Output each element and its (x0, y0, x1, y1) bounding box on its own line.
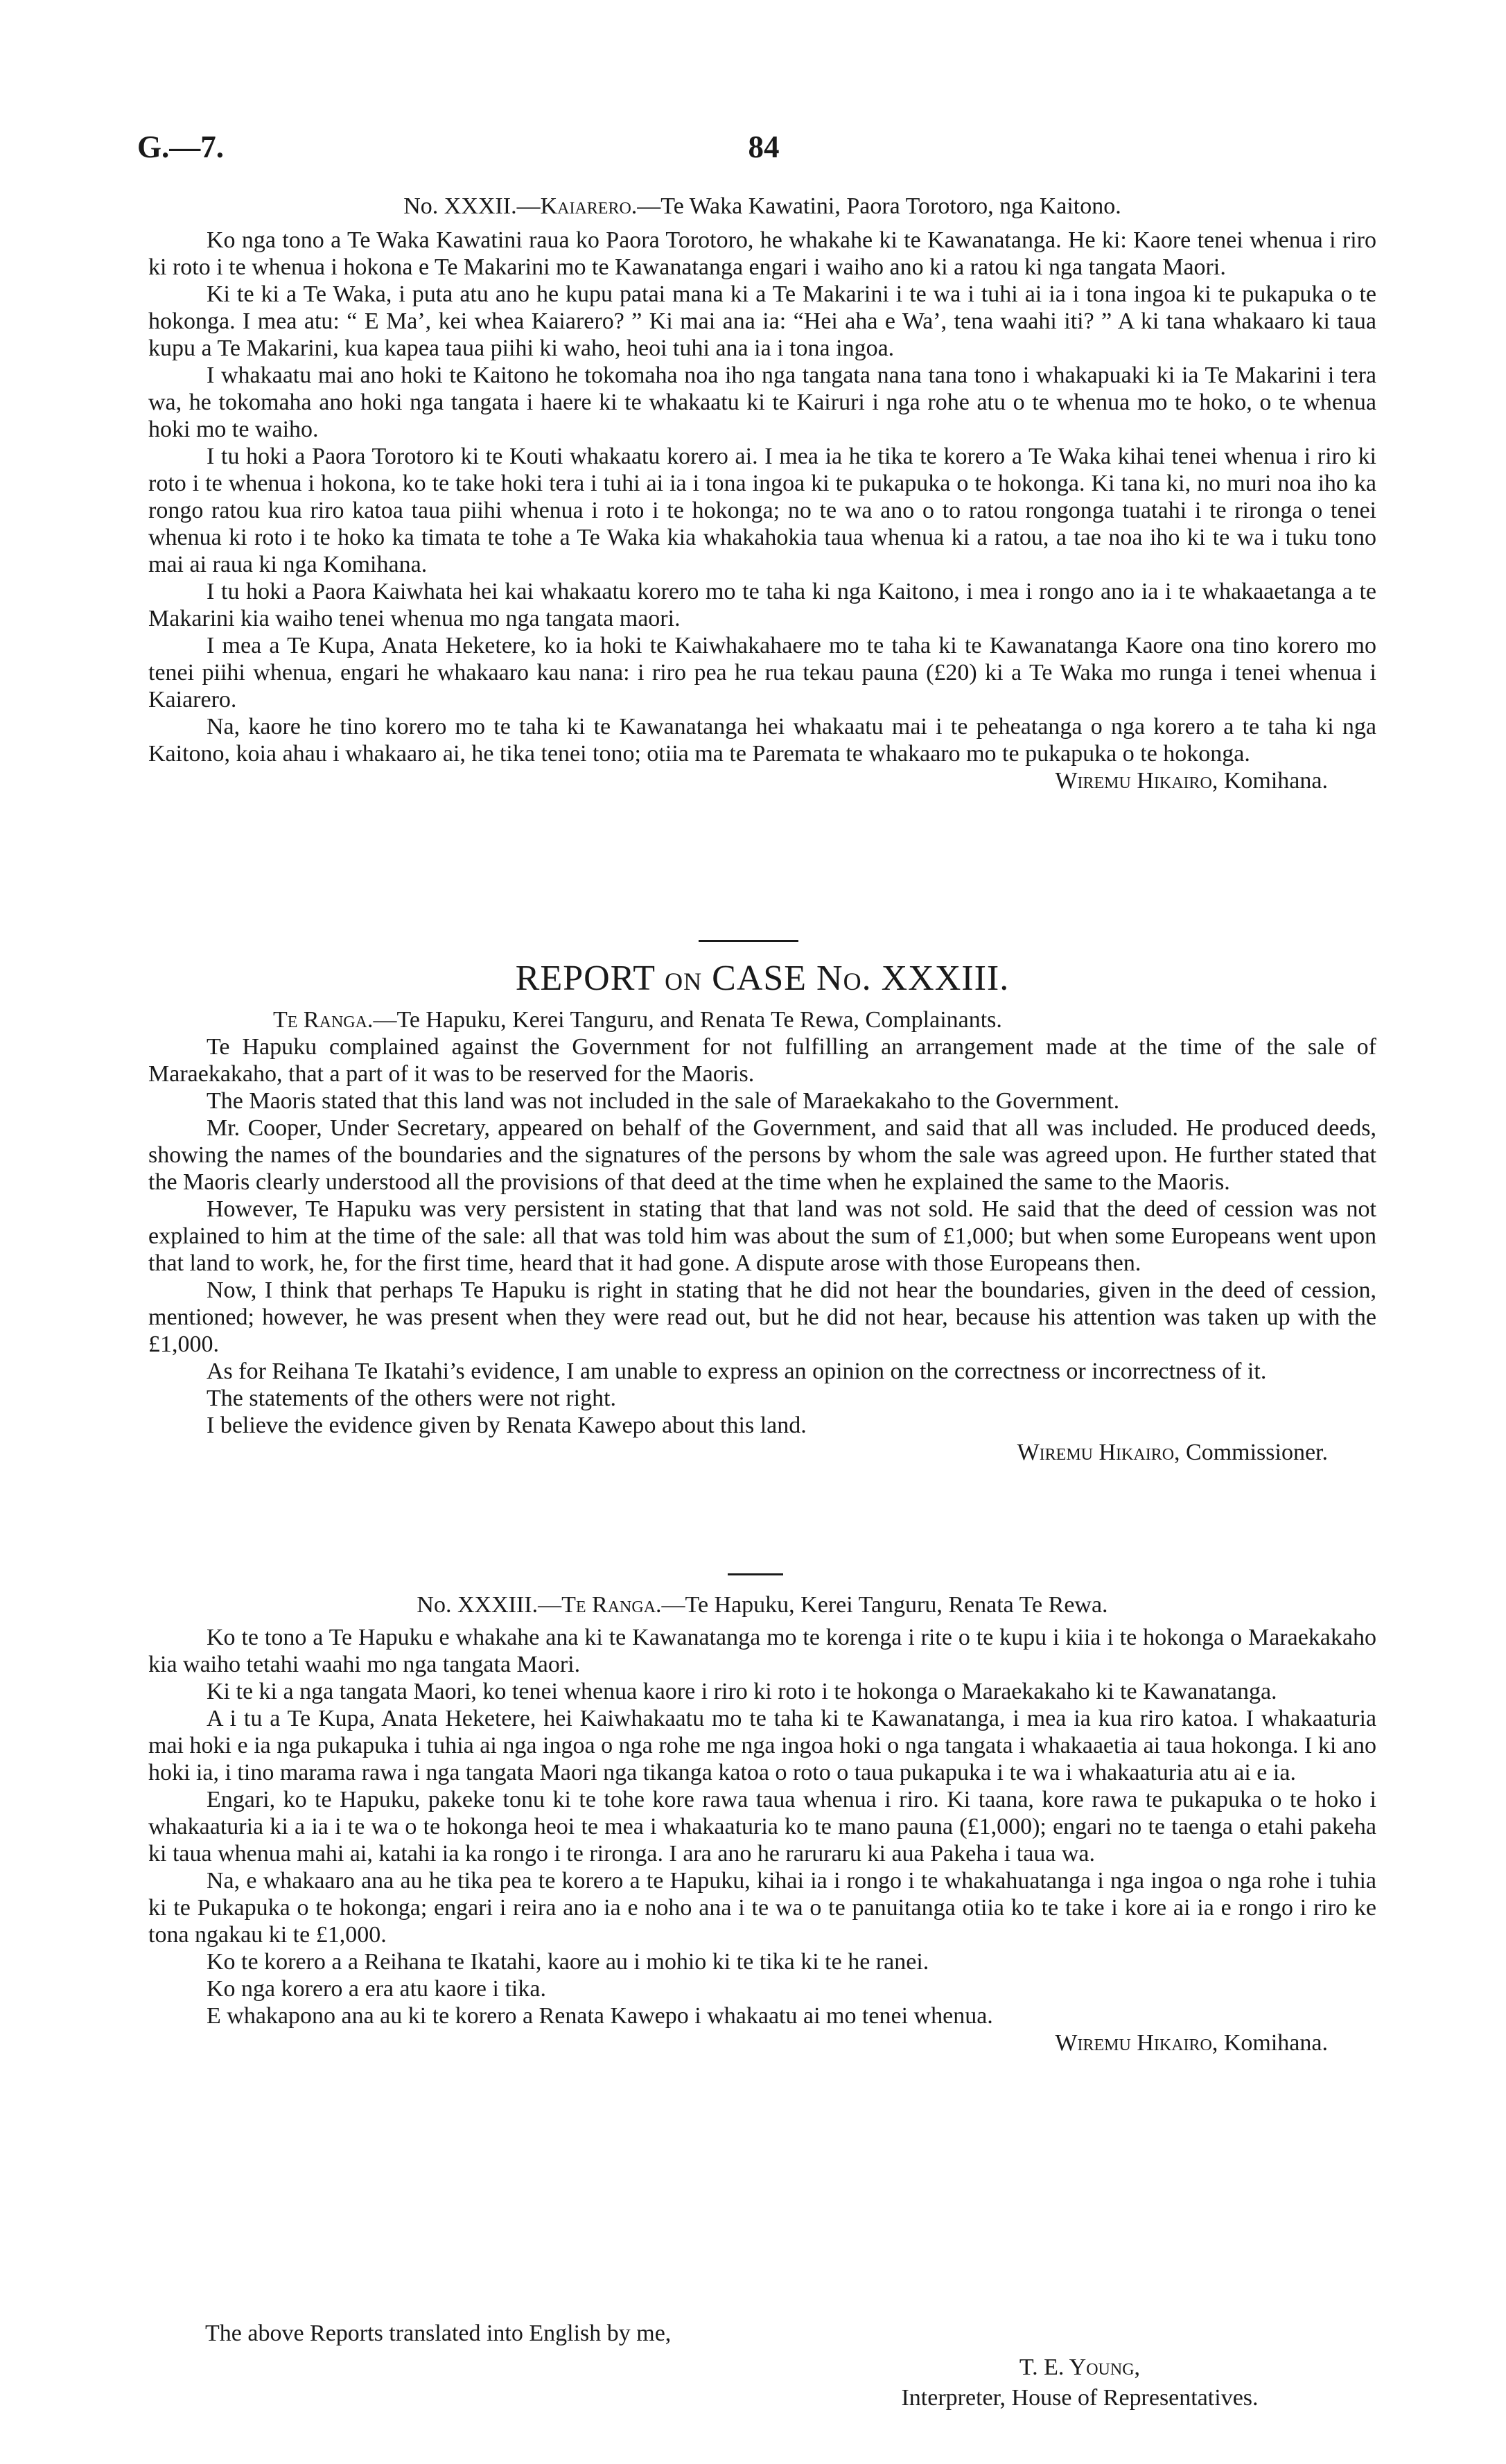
section-divider (728, 1573, 783, 1575)
section-divider (699, 940, 798, 942)
signature: Wiremu Hikairo, Commissioner. (1017, 1440, 1328, 1465)
paragraph: Na, kaore he tino korero mo te taha ki te Kawanatanga hei whakaatu mai i te peheatanga o nga korero a te taha ki nga Kaitono, koia ahau i whakaaro ai, he tika tenei tono; otiia ma te Paremata te whakaaro mo te pukapuka o te hokonga. (148, 714, 1376, 767)
case-33-maori-section (148, 1591, 1376, 2056)
paragraph: I whakaatu mai ano hoki te Kaitono he tokomaha noa iho nga tangata nana tana tono i whakapuaki ki ia Te Makarini i tera wa, he tokomaha ano hoki nga tangata i haere ki te whakaatu ki te Kairuri i nga rohe atu o te whenua mo te hoko, o te whenua hoki mo te waiho. (148, 362, 1376, 442)
paragraph: Ko nga korero a era atu kaore i tika. (207, 1976, 546, 2002)
paragraph: Na, e whakaaro ana au he tika pea te korero a te Hapuku, kihai ia i rongo i te whakahuatanga i nga ingoa o nga rohe i tuhia ki te Pukapuka o te hokonga; engari i reira ano ia e noho ana i te wa o te panuitanga otiia ko te take i kore ai ia e rongo i riro ke tona ngakau ki te £1,000. (148, 1868, 1376, 1948)
case-32-title: No. XXXII.—Kaiarero.—Te Waka Kawatini, Paora Torotoro, nga Kaitono. (403, 193, 1121, 219)
case-33-title: No. XXXIII.—Te Ranga.—Te Hapuku, Kerei Tanguru, Renata Te Rewa. (417, 1592, 1108, 1618)
paragraph: Ki te ki a Te Waka, i puta atu ano he kupu patai mana ki a Te Makarini i te wa i tuhi ai ia i tona ingoa ki te pukapuka o te hokonga. I mea atu: “ E Ma’, kei whea Kaiarero? ” Ki mai ana ia: “Hei aha e Wa’, tena waahi iti? ” A ki tana whakaaro ki taua kupu a Te Makarini, kua kapea taua piihi ki waho, heoi tuhi ana ia i tona ingoa. (148, 281, 1376, 361)
paragraph: I tu hoki a Paora Torotoro ki te Kouti whakaatu korero ai. I mea ia he tika te korero a Te Waka kihai tenei whenua i riro ki roto i te whenua i hokona, ko te take hoki tera i tuhi ai ia i tona ingoa ki te pukapuka o te hokonga. Ki tana ki, no muri noa iho ka rongo ratou kua riro katoa taua piihi whenua i roto i te hokonga; no te wa ano o to ratou rongonga tuatahi i te rironga o tenei whenua ki roto i te hoko ka timata te tohe a Te Waka kia whakahokia taua whenua ki a ratou, a tae noa iho ki te wa i tuku tono mai ai raua ki nga Komihana. (148, 444, 1376, 577)
paragraph: The statements of the others were not right. (207, 1386, 617, 1411)
translator-role: Interpreter, House of Representatives. (901, 2385, 1259, 2411)
paragraph: E whakapono ana au ki te korero a Renata Kawepo i whakaatu ai mo tenei whenua. (207, 2003, 993, 2029)
paragraph: Mr. Cooper, Under Secretary, appeared on behalf of the Government, and said that all was included. He produced deeds, showing the names of the boundaries and the signatures of the persons by whom the sale was agreed upon. He further stated that the Maoris clearly understood all the provisions of that deed at the time when he explained the same to the Maoris. (148, 1115, 1376, 1195)
page-number: 84 (748, 130, 780, 164)
paragraph: I believe the evidence given by Renata Kawepo about this land. (207, 1413, 807, 1438)
translation-note: The above Reports translated into English by me, (205, 2321, 672, 2346)
paragraph: A i tu a Te Kupa, Anata Heketere, hei Kaiwhakaatu mo te taha ki te Kawanatanga, i mea ia kua riro katoa. I whakaaturia mai hoki e ia nga pukapuka i tuhia ai nga ingoa o nga rohe me nga ingoa hoki o nga tangata i whakaaetia ai taua hokonga. I ki ano hoki ia, i tino marama rawa i nga tangata Maori nga tikanga katoa o roto o taua pukapuka i te wa i whakaaturia atu ai e ia. (148, 1706, 1376, 1785)
paragraph: I tu hoki a Paora Kaiwhata hei kai whakaatu korero mo te taha ki nga Kaitono, i mea i rongo ano ia i te whakaaetanga a te Makarini kia waiho tenei whenua mo nga tangata maori. (148, 579, 1376, 631)
paragraph: Ko nga tono a Te Waka Kawatini raua ko Paora Torotoro, he whakahe ki te Kawanatanga. He ki: Kaore tenei whenua i riro ki roto i te whenua i hokona e Te Makarini mo te Kawanatanga engari i waiho ano ki a ratou ki nga tangata Maori. (148, 227, 1376, 280)
paragraph: Te Hapuku complained against the Government for not fulfilling an arrangement made at the time of the sale of Maraekakaho, that a part of it was to be reserved for the Maoris. (148, 1034, 1376, 1087)
paragraph: Ki te ki a nga tangata Maori, ko tenei whenua kaore i riro ki roto i te hokonga o Maraekakaho ki te Kawanatanga. (207, 1679, 1277, 1704)
report-heading: REPORT on CASE No. XXXIII. (515, 959, 1010, 998)
case-32-maori-section (148, 193, 1376, 794)
paragraph: Ko te korero a a Reihana te Ikatahi, kaore au i mohio ki te tika ki te he ranei. (207, 1949, 929, 1975)
translator-name: T. E. Young, (1019, 2354, 1141, 2380)
paragraph: Now, I think that perhaps Te Hapuku is right in stating that he did not hear the boundaries, given in the deed of cession, mentioned; however, he was present when they were read out, but he did not hear, because his attention was taken up with the £1,000. (148, 1277, 1376, 1357)
report-subtitle: Te Ranga.—Te Hapuku, Kerei Tanguru, and Renata Te Rewa, Complainants. (273, 1007, 1002, 1033)
signature: Wiremu Hikairo, Komihana. (1055, 2030, 1328, 2056)
paragraph: Ko te tono a Te Hapuku e whakahe ana ki te Kawanatanga mo te korenga i rite o te kupu i kiia i te hokonga o Maraekakaho kia waiho tetahi waahi mo nga tangata Maori. (148, 1625, 1376, 1677)
paragraph: As for Reihana Te Ikatahi’s evidence, I am unable to express an opinion on the correctness or incorrectness of it. (207, 1358, 1267, 1384)
paragraph: However, Te Hapuku was very persistent in stating that that land was not sold. He said that the deed of cession was not explained to him at the time of the sale: all that was told him was about the sum of £1,000; but when some Europeans went upon that land to work, he, for the first time, heard that it had gone. A dispute arose with those Europeans then. (148, 1196, 1376, 1276)
signature: Wiremu Hikairo, Komihana. (1055, 768, 1328, 794)
paragraph: Engari, ko te Hapuku, pakeke tonu ki te tohe kore rawa taua whenua i riro. Ki taana, kore rawa te pukapuka o te hoko i whakaaturia ki a ia i te wa o te hokonga heoi te mea i whakaaturia ko te mano pauna (£1,000); engari no te taenga o etahi pakeha ki taua whenua mahi ai, katahi ia ka rongo i te rironga. I ara ano he raruraru ki aua Pakeha i taua wa. (148, 1787, 1376, 1867)
report-33-section (148, 1006, 1376, 1466)
paragraph: I mea a Te Kupa, Anata Heketere, ko ia hoki te Kaiwhakahaere mo te taha ki te Kawanatanga Kaore ona tino korero mo tenei piihi whenua, engari he whakaaro kau nana: i riro pea he rua tekau pauna (£20) ki a Te Waka mo runga i tenei whenua i Kaiarero. (148, 633, 1376, 713)
paragraph: The Maoris stated that this land was not included in the sale of Maraekakaho to the Government. (207, 1088, 1120, 1114)
series-reference: G.—7. (137, 130, 225, 164)
